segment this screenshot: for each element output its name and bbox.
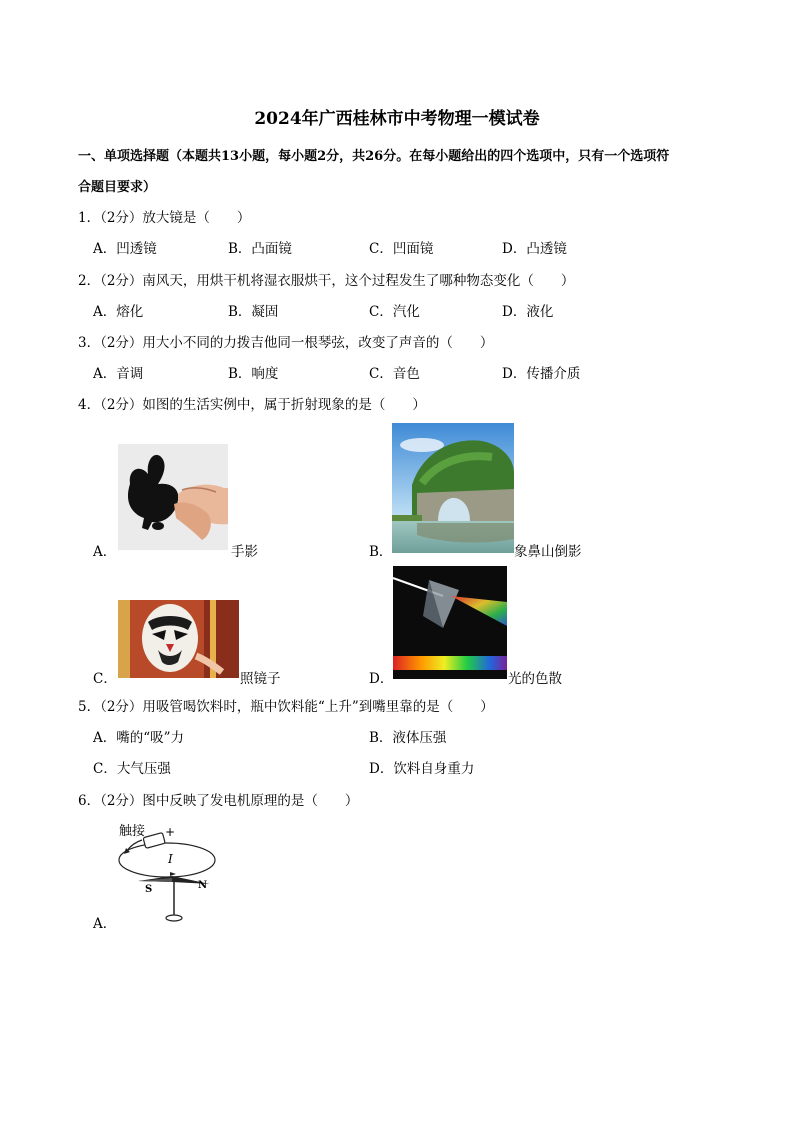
section-heading-line2: 合题目要求） xyxy=(78,180,157,195)
question-4-option-d: D． xyxy=(369,671,394,687)
question-2-stem: 2．（2分）南风天，用烘干机将湿衣服烘干，这个过程发生了哪种物态变化（ ） xyxy=(78,273,575,289)
figure-label-south: S xyxy=(145,884,153,895)
question-1-option-c: C．凹面镜 xyxy=(369,241,434,257)
question-5-option-b: B．液体压强 xyxy=(369,730,447,746)
question-3-option-a: A．音调 xyxy=(93,366,144,382)
question-4-option-b: B． xyxy=(369,544,393,560)
figure-label-current: I xyxy=(168,852,173,866)
question-5-option-a: A．嘴的“吸”力 xyxy=(93,730,185,746)
question-2-option-a: A．熔化 xyxy=(93,304,144,320)
question-2-option-b: B．凝固 xyxy=(228,304,279,320)
question-1-option-d: D．凸透镜 xyxy=(502,241,567,257)
elephant-trunk-hill-image xyxy=(392,423,514,553)
figure-label-plus: + xyxy=(165,825,176,839)
question-1-option-a: A．凹透镜 xyxy=(93,241,157,257)
question-6-stem: 6．（2分）图中反映了发电机原理的是（ ） xyxy=(78,793,359,809)
prism-dispersion-image xyxy=(393,566,507,679)
question-4-stem: 4．（2分）如图的生活实例中，属于折射现象的是（ ） xyxy=(78,397,426,413)
question-4-option-c: C． xyxy=(93,671,117,687)
question-1-stem: 1．（2分）放大镜是（ ） xyxy=(78,210,251,226)
page-title: 2024年广西桂林市中考物理一模试卷 xyxy=(254,109,540,129)
question-2-option-d: D．液化 xyxy=(502,304,554,320)
figure-label-touch: 触接 xyxy=(119,824,146,839)
question-4-option-b-caption: 象鼻山倒影 xyxy=(514,544,582,560)
mirror-face-image xyxy=(118,600,239,678)
question-4-option-a: A． xyxy=(93,544,117,560)
question-5-option-c: C．大气压强 xyxy=(93,761,171,777)
figure-label-north: N xyxy=(198,880,208,891)
section-heading-line1: 一、单项选择题（本题共13小题，每小题2分，共26分。在每小题给出的四个选项中，只有一个选项符 xyxy=(78,149,670,164)
question-2-option-c: C．汽化 xyxy=(369,304,420,320)
question-3-stem: 3．（2分）用大小不同的力拨吉他同一根琴弦，改变了声音的（ ） xyxy=(78,335,494,351)
question-6-option-a: A． xyxy=(93,916,117,932)
question-1-option-b: B．凸面镜 xyxy=(228,241,292,257)
question-4-option-d-caption: 光的色散 xyxy=(508,671,562,687)
question-3-option-d: D．传播介质 xyxy=(502,366,581,382)
question-3-option-b: B．响度 xyxy=(228,366,279,382)
question-4-option-c-caption: 照镜子 xyxy=(240,671,281,687)
question-4-option-a-caption: 手影 xyxy=(231,544,258,560)
hand-shadow-image xyxy=(118,444,228,550)
question-3-option-c: C．音色 xyxy=(369,366,420,382)
question-5-option-d: D．饮料自身重力 xyxy=(369,761,475,777)
question-5-stem: 5．（2分）用吸管喝饮料时，瓶中饮料能“上升”到嘴里靠的是（ ） xyxy=(78,699,494,715)
